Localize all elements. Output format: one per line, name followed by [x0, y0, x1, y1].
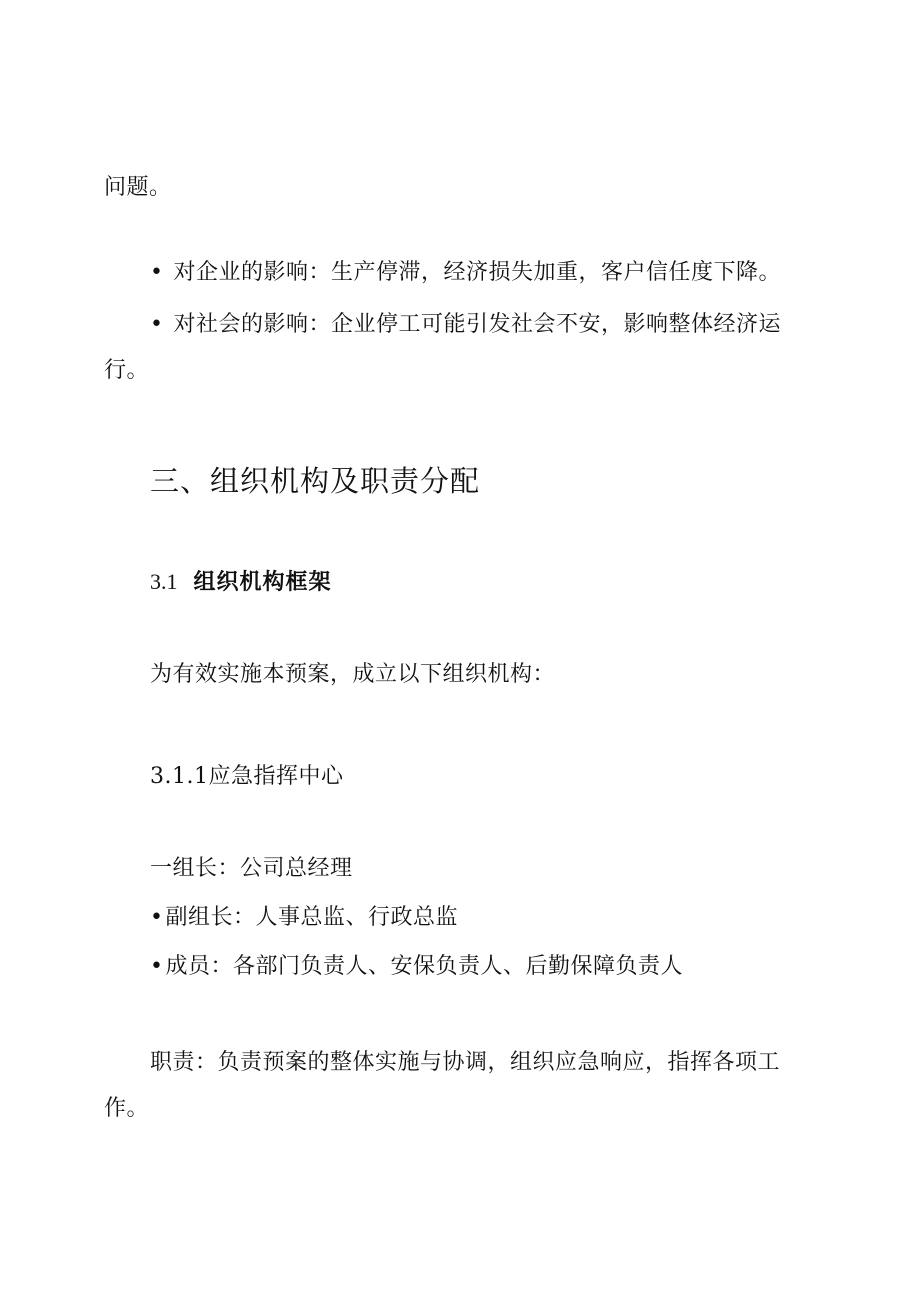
paragraph-tail	[104, 173, 172, 203]
duty-paragraph-continued: 作。	[104, 1096, 150, 1121]
list-item-text: 成员：各部门负责人、安保负责人、后勤保障负责人	[165, 954, 683, 979]
bullet-item-society-impact	[150, 310, 781, 340]
list-item-deputy	[150, 903, 458, 933]
bullet-item-society-impact-continued	[104, 356, 149, 386]
intro-paragraph: 为有效实施本预案，成立以下组织机构：	[150, 662, 556, 687]
bullet-icon: •	[150, 905, 164, 930]
subsection-heading	[150, 567, 332, 598]
section-heading: 三、组织机构及职责分配	[150, 464, 481, 498]
duty-paragraph: 职责：负责预案的整体实施与协调，组织应急响应，指挥各项工	[150, 1050, 781, 1075]
bullet-icon: •	[150, 954, 164, 979]
bullet-item-enterprise-impact	[150, 258, 781, 288]
bullet-text: 行。	[104, 358, 150, 383]
sub-subsection-heading: 3.1.1应急指挥中心	[150, 764, 344, 789]
list-item-members	[150, 952, 683, 982]
subsection-title: 组织机构框架	[193, 570, 332, 595]
paragraph-text: 问题。	[104, 175, 172, 200]
bullet-icon: •	[150, 260, 164, 285]
bullet-icon: •	[150, 312, 164, 337]
subsection-number: 3.1	[150, 569, 178, 594]
list-item-leader: 一组长：公司总经理	[150, 856, 353, 881]
list-item-text: 副组长：人事总监、行政总监	[165, 905, 458, 930]
bullet-text: 对企业的影响：生产停滞，经济损失加重，客户信任度下降。	[173, 260, 781, 285]
bullet-text: 对社会的影响：企业停工可能引发社会不安，影响整体经济运	[173, 312, 781, 337]
